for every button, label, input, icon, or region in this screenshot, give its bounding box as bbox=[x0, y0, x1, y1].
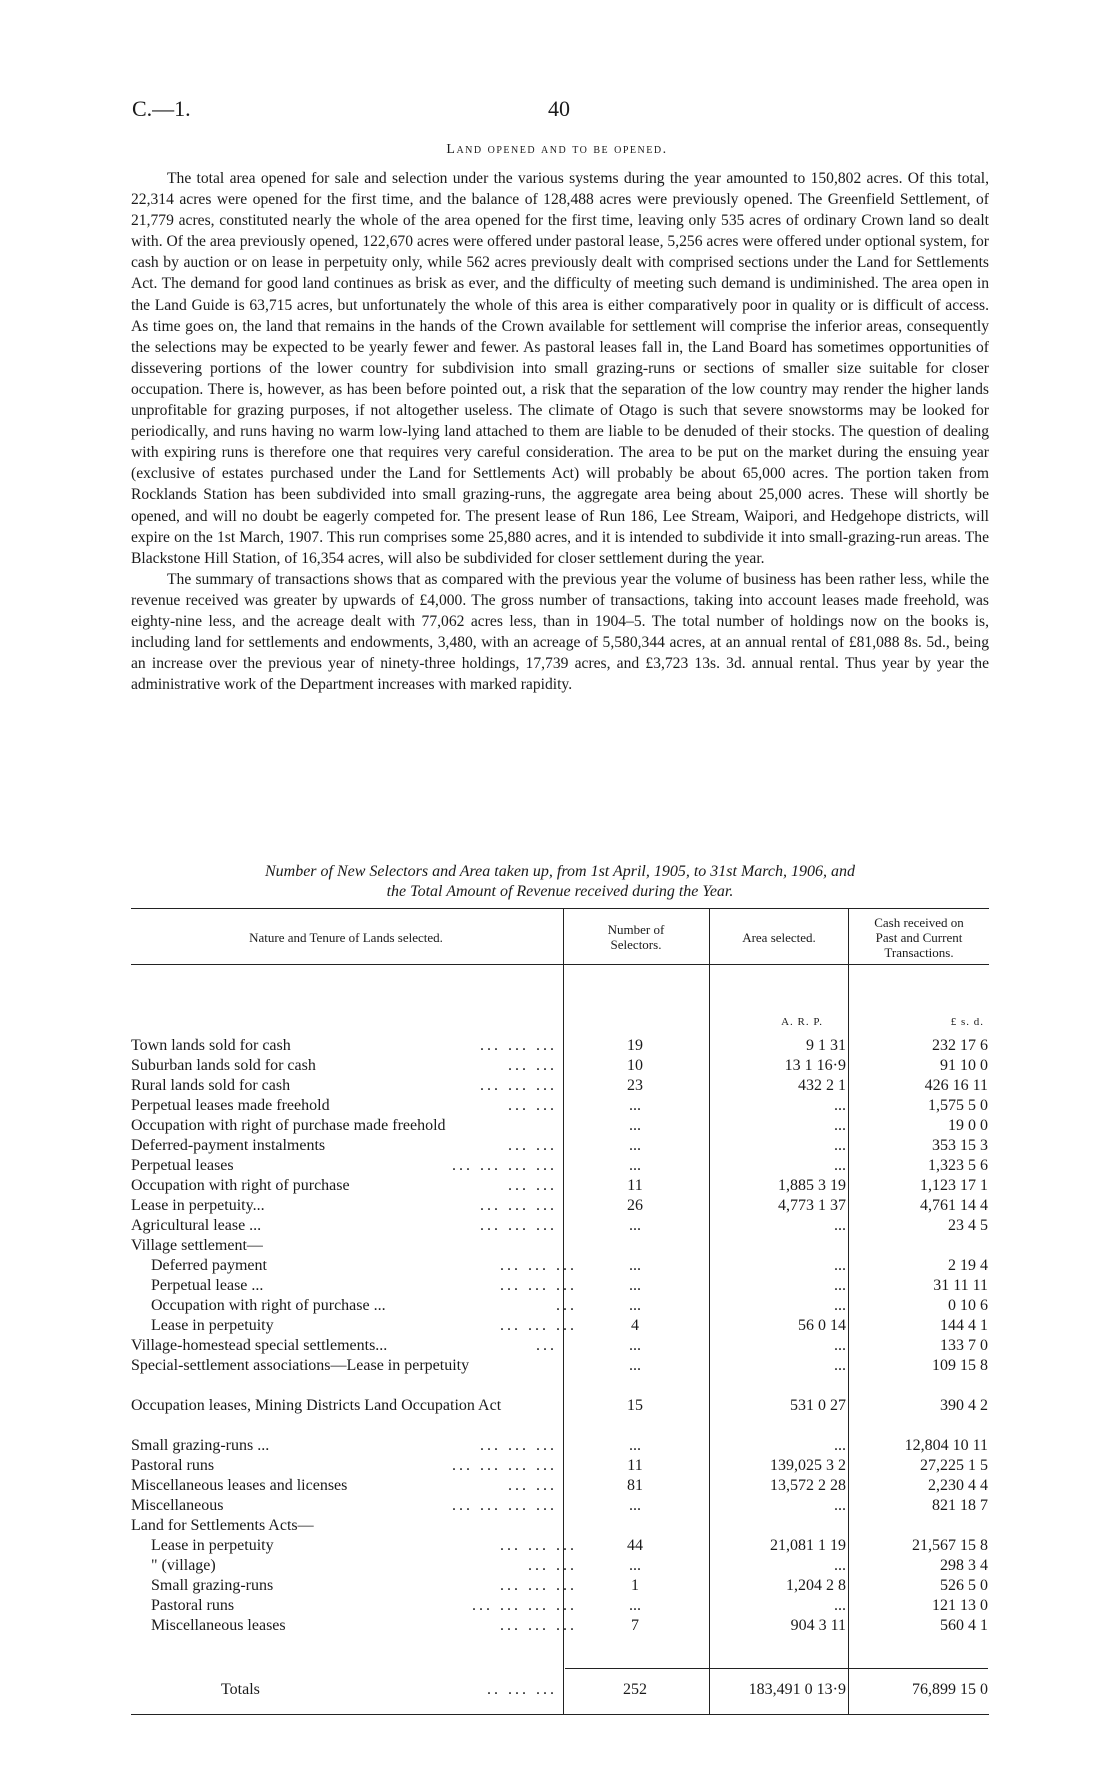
row-label: Perpetual leases bbox=[131, 1157, 234, 1174]
row-area: 21,081 1 19 bbox=[770, 1537, 846, 1554]
header-cash-line: Past and Current bbox=[875, 930, 963, 945]
row-nature bbox=[131, 1476, 561, 1496]
leader-dots: ... ... ... ... bbox=[452, 1497, 557, 1514]
leader-dots: .. ... ... bbox=[487, 1681, 557, 1698]
row-nature bbox=[131, 1516, 561, 1536]
row-cash: 91 10 0 bbox=[940, 1057, 988, 1074]
row-cash: 144 4 1 bbox=[940, 1317, 988, 1334]
row-cash: 390 4 2 bbox=[940, 1397, 988, 1414]
row-selectors: ... bbox=[629, 1357, 641, 1374]
leader-dots: ... ... ... ... bbox=[472, 1597, 577, 1614]
table-row bbox=[0, 1536, 1114, 1556]
selectors-table bbox=[0, 908, 1114, 1718]
table-row bbox=[0, 1316, 1114, 1336]
paragraph: The summary of transactions shows that as compared with the previous year the volume of business has been rather less, while the revenue received was greater by upwards of £4,000. The gross number of transactions, taking into account leases made freehold, was eighty-nine less, and the acreage dealt with 77,062 acres less, than in 1904–5. The total number of holdings now on the books is, including land for settlements and endowments, 3,480, with an acreage of 5,580,344 acres, at an annual rental of £81,088 8s. 5d., being an increase over the previous year of ninety-three holdings, 17,739 acres, and £3,723 13s. 3d. annual rental. Thus year by year the administrative work of the Department increases with marked rapidity. bbox=[131, 570, 989, 694]
table-row bbox=[0, 1256, 1114, 1276]
row-nature bbox=[151, 1576, 581, 1596]
table-row bbox=[0, 1056, 1114, 1076]
row-cash: 526 5 0 bbox=[940, 1577, 988, 1594]
table-row bbox=[0, 1216, 1114, 1236]
leader-dots: ... ... ... ... bbox=[452, 1157, 557, 1174]
row-label: " (village) bbox=[151, 1557, 216, 1574]
row-area: 1,204 2 8 bbox=[786, 1577, 846, 1594]
row-cash: 31 11 11 bbox=[933, 1277, 988, 1294]
row-label: Special-settlement associations—Lease in perpetuity bbox=[131, 1357, 470, 1374]
row-cash: 12,804 10 11 bbox=[904, 1437, 988, 1454]
row-selectors: ... bbox=[629, 1117, 641, 1134]
header-area: Area selected. bbox=[742, 930, 816, 945]
row-label: Agricultural lease ... bbox=[131, 1217, 262, 1234]
row-label: Village-homestead special settlements... bbox=[131, 1337, 388, 1354]
row-nature bbox=[151, 1536, 581, 1556]
row-cash: 133 7 0 bbox=[940, 1337, 988, 1354]
row-selectors: ... bbox=[629, 1597, 641, 1614]
row-nature bbox=[151, 1256, 581, 1276]
row-cash: 1,123 17 1 bbox=[920, 1177, 988, 1194]
table-row bbox=[0, 1036, 1114, 1056]
row-cash: 109 15 8 bbox=[932, 1357, 988, 1374]
table-row bbox=[0, 1436, 1114, 1456]
row-selectors: 23 bbox=[627, 1077, 643, 1094]
row-selectors: ... bbox=[629, 1257, 641, 1274]
table-row bbox=[0, 1596, 1114, 1616]
row-nature bbox=[131, 1056, 561, 1076]
header-cash-line: Cash received on bbox=[874, 915, 964, 930]
row-cash: 426 16 11 bbox=[924, 1077, 988, 1094]
area-units: A. R. P. bbox=[781, 1016, 823, 1028]
table-top-rule bbox=[131, 908, 989, 909]
table-row bbox=[0, 1176, 1114, 1196]
table-row bbox=[0, 1496, 1114, 1516]
table-row bbox=[0, 1576, 1114, 1596]
leader-dots: ... ... ... bbox=[480, 1197, 557, 1214]
row-area: ... bbox=[834, 1297, 846, 1314]
row-area: 13,572 2 28 bbox=[770, 1477, 846, 1494]
row-nature bbox=[131, 1136, 561, 1156]
row-selectors: ... bbox=[629, 1157, 641, 1174]
totals-label-cell bbox=[131, 1680, 561, 1700]
row-selectors: ... bbox=[629, 1217, 641, 1234]
leader-dots: ... ... bbox=[508, 1137, 557, 1154]
leader-dots: ... ... bbox=[508, 1477, 557, 1494]
table-row bbox=[0, 1276, 1114, 1296]
row-selectors: 44 bbox=[627, 1537, 643, 1554]
row-nature bbox=[151, 1296, 581, 1316]
row-nature bbox=[131, 1436, 561, 1456]
row-nature bbox=[131, 1336, 561, 1356]
row-cash: 560 4 1 bbox=[940, 1617, 988, 1634]
row-label: Rural lands sold for cash bbox=[131, 1077, 291, 1094]
row-cash: 1,575 5 0 bbox=[928, 1097, 988, 1114]
row-selectors: ... bbox=[629, 1097, 641, 1114]
row-selectors: 11 bbox=[627, 1177, 643, 1194]
row-label: Miscellaneous leases bbox=[151, 1617, 286, 1634]
row-selectors: 19 bbox=[627, 1037, 643, 1054]
table-row bbox=[0, 1336, 1114, 1356]
row-cash: 232 17 6 bbox=[932, 1037, 988, 1054]
row-nature bbox=[151, 1596, 581, 1616]
row-nature bbox=[151, 1616, 581, 1636]
row-selectors: ... bbox=[629, 1337, 641, 1354]
row-nature bbox=[131, 1236, 561, 1256]
row-cash: 121 13 0 bbox=[932, 1597, 988, 1614]
row-selectors: 7 bbox=[631, 1617, 639, 1634]
row-nature bbox=[151, 1276, 581, 1296]
row-nature bbox=[131, 1076, 561, 1096]
row-cash: 23 4 5 bbox=[948, 1217, 988, 1234]
row-cash: 1,323 5 6 bbox=[928, 1157, 988, 1174]
row-label: Village settlement— bbox=[131, 1237, 263, 1254]
document-reference: C.—1. bbox=[132, 96, 191, 121]
leader-dots: ... ... bbox=[508, 1177, 557, 1194]
row-area: 9 1 31 bbox=[806, 1037, 846, 1054]
row-area: ... bbox=[834, 1357, 846, 1374]
row-selectors: ... bbox=[629, 1437, 641, 1454]
row-cash: 821 18 7 bbox=[932, 1497, 988, 1514]
leader-dots: ... ... ... bbox=[500, 1577, 577, 1594]
paragraph: The total area opened for sale and selection under the various systems during the year amounted to 150,802 acres. Of this total, 22,314 acres were opened for the first time, and the balance of 128,488 acres were previously opened. The Greenfield Settlement, of 21,779 acres, constituted nearly the whole of the area opened for the first time, leaving only 535 acres of ordinary Crown land so dealt with. Of the area previously opened, 122,670 acres were offered under pastoral lease, 5,256 acres were offered under optional system, for cash by auction or on lease in perpetuity only, while 562 acres previously dealt with comprised sections under the Land for Settlements Act. The demand for good land continues as brisk as ever, and the difficulty of meeting such demand is undiminished. The area open in the Land Guide is 63,715 acres, but unfortunately the whole of this area is either comparatively poor in quality or is difficult of access. As time goes on, the land that remains in the hands of the Crown available for settlement will comprise the inferior areas, consequently the selections may be expected to be yearly fewer and fewer. As pastoral leases fall in, the Land Board has sometimes opportunities of dissevering portions of the lower country for subdivision into small grazing-runs or sections of smaller size suitable for closer occupation. There is, however, as has been before pointed out, a risk that the separation of the low country may render the higher lands unprofitable for grazing purposes, if not altogether useless. The climate of Otago is such that severe snowstorms may be looked for periodically, and runs having no warm low-lying land attached to them are liable to be denuded of their stocks. The question of dealing with expiring runs is therefore one that requires very careful consideration. The area to be put on the market during the ensuing year (exclusive of estates purchased under the Land for Settlements Act) will probably be about 65,000 acres. The portion taken from Rocklands Station has been subdivided into small grazing-runs, the aggregate area being about 25,000 acres. These will shortly be opened, and will no doubt be eagerly competed for. The present lease of Run 186, Lee Stream, Waipori, and Hedgehope districts, will expire on the 1st March, 1907. This run comprises some 25,880 acres, and it is intended to subdivide it into small-grazing-run areas. The Blackstone Hill Station, of 16,354 acres, will also be subdivided for closer settlement during the year. bbox=[131, 170, 989, 567]
leader-dots: ... ... ... bbox=[500, 1277, 577, 1294]
row-area: 432 2 1 bbox=[798, 1077, 846, 1094]
row-area: 531 0 27 bbox=[790, 1397, 846, 1414]
row-area: ... bbox=[834, 1137, 846, 1154]
table-row bbox=[0, 1516, 1114, 1536]
row-label: Small grazing-runs bbox=[151, 1577, 274, 1594]
leader-dots: ... ... ... bbox=[500, 1317, 577, 1334]
row-selectors: 81 bbox=[627, 1477, 643, 1494]
row-selectors: ... bbox=[629, 1277, 641, 1294]
table-row bbox=[0, 1076, 1114, 1096]
table-header-rule bbox=[131, 964, 989, 965]
row-label: Miscellaneous bbox=[131, 1497, 224, 1514]
leader-dots: ... ... ... bbox=[480, 1217, 557, 1234]
row-cash: 353 15 3 bbox=[932, 1137, 988, 1154]
table-row bbox=[0, 1456, 1114, 1476]
row-cash: 2 19 4 bbox=[948, 1257, 988, 1274]
row-area: 13 1 16·9 bbox=[784, 1057, 846, 1074]
table-row bbox=[0, 1236, 1114, 1256]
row-area: 56 0 14 bbox=[798, 1317, 846, 1334]
row-area: ... bbox=[834, 1597, 846, 1614]
row-nature bbox=[131, 1116, 561, 1136]
leader-dots: ... ... ... bbox=[500, 1537, 577, 1554]
row-label: Suburban lands sold for cash bbox=[131, 1057, 316, 1074]
row-nature bbox=[131, 1396, 557, 1416]
row-area: ... bbox=[834, 1257, 846, 1274]
page-number: 40 bbox=[548, 96, 570, 121]
leader-dots: ... ... ... bbox=[480, 1077, 557, 1094]
row-label: Small grazing-runs ... bbox=[131, 1437, 270, 1454]
row-cash: 0 10 6 bbox=[948, 1297, 988, 1314]
totals-row bbox=[0, 1680, 1114, 1700]
row-nature bbox=[131, 1356, 557, 1376]
table-row bbox=[0, 1136, 1114, 1156]
row-nature bbox=[131, 1156, 561, 1176]
row-label: Town lands sold for cash bbox=[131, 1037, 291, 1054]
row-nature bbox=[131, 1196, 561, 1216]
row-nature bbox=[131, 1096, 561, 1116]
leader-dots: ... ... ... bbox=[500, 1257, 577, 1274]
row-nature bbox=[131, 1496, 561, 1516]
row-selectors: ... bbox=[629, 1297, 641, 1314]
table-row bbox=[0, 1116, 1114, 1136]
row-label: Pastoral runs bbox=[131, 1457, 215, 1474]
row-label: Deferred-payment instalments bbox=[131, 1137, 326, 1154]
row-nature bbox=[131, 1456, 561, 1476]
totals-area: 183,491 0 13·9 bbox=[748, 1681, 846, 1698]
table-row bbox=[0, 1616, 1114, 1636]
row-cash: 298 3 4 bbox=[940, 1557, 988, 1574]
table-row bbox=[0, 1556, 1114, 1576]
row-area: ... bbox=[834, 1497, 846, 1514]
header-cash bbox=[850, 915, 988, 960]
header-cash-line: Transactions. bbox=[884, 945, 954, 960]
row-nature bbox=[131, 1176, 561, 1196]
row-label: Pastoral runs bbox=[151, 1597, 235, 1614]
row-selectors: 10 bbox=[627, 1057, 643, 1074]
row-area: ... bbox=[834, 1437, 846, 1454]
row-cash: 2,230 4 4 bbox=[928, 1477, 988, 1494]
row-nature bbox=[151, 1556, 581, 1576]
row-selectors: 4 bbox=[631, 1317, 639, 1334]
row-label: Lease in perpetuity... bbox=[131, 1197, 265, 1214]
caption-line: the Total Amount of Revenue received during the Year. bbox=[386, 883, 734, 900]
leader-dots: ... bbox=[536, 1337, 557, 1354]
section-title: Land opened and to be opened. bbox=[446, 142, 668, 157]
caption-line: Number of New Selectors and Area taken up, from 1st April, 1905, to 31st March, 1906, and bbox=[264, 863, 856, 880]
totals-rule-top bbox=[565, 1668, 988, 1669]
table-caption bbox=[131, 862, 989, 902]
table-row bbox=[0, 1476, 1114, 1496]
leader-dots: ... ... ... ... bbox=[452, 1457, 557, 1474]
body-text bbox=[131, 168, 989, 695]
header-nature: Nature and Tenure of Lands selected. bbox=[249, 930, 443, 945]
row-selectors: 15 bbox=[627, 1397, 643, 1414]
row-area: 904 3 11 bbox=[790, 1617, 846, 1634]
totals-cash: 76,899 15 0 bbox=[912, 1681, 988, 1698]
row-cash: 19 0 0 bbox=[948, 1117, 988, 1134]
row-selectors: ... bbox=[629, 1497, 641, 1514]
row-selectors: ... bbox=[629, 1137, 641, 1154]
row-label: Perpetual leases made freehold bbox=[131, 1097, 330, 1114]
table-row bbox=[0, 1096, 1114, 1116]
row-area: 139,025 3 2 bbox=[770, 1457, 846, 1474]
leader-dots: ... bbox=[556, 1297, 577, 1314]
leader-dots: ... ... ... bbox=[480, 1037, 557, 1054]
row-label: Lease in perpetuity bbox=[151, 1537, 274, 1554]
row-label: Occupation with right of purchase made freehold bbox=[131, 1117, 446, 1134]
row-label: Lease in perpetuity bbox=[151, 1317, 274, 1334]
leader-dots: ... ... ... bbox=[500, 1617, 577, 1634]
header-selectors-line: Selectors. bbox=[610, 937, 662, 952]
row-nature bbox=[131, 1216, 561, 1236]
row-label: Land for Settlements Acts— bbox=[131, 1517, 314, 1534]
row-label: Miscellaneous leases and licenses bbox=[131, 1477, 348, 1494]
row-cash: 27,225 1 5 bbox=[920, 1457, 988, 1474]
table-row bbox=[0, 1356, 1114, 1376]
row-area: ... bbox=[834, 1277, 846, 1294]
row-nature bbox=[131, 1036, 561, 1056]
row-cash: 21,567 15 8 bbox=[912, 1537, 988, 1554]
totals-selectors: 252 bbox=[623, 1681, 647, 1698]
row-area: ... bbox=[834, 1117, 846, 1134]
row-selectors: ... bbox=[629, 1557, 641, 1574]
row-area: ... bbox=[834, 1337, 846, 1354]
row-selectors: 26 bbox=[627, 1197, 643, 1214]
leader-dots: ... ... bbox=[528, 1557, 577, 1574]
leader-dots: ... ... bbox=[508, 1097, 557, 1114]
row-area: ... bbox=[834, 1557, 846, 1574]
row-selectors: 11 bbox=[627, 1457, 643, 1474]
cash-units: £ s. d. bbox=[950, 1016, 984, 1028]
row-area: 1,885 3 19 bbox=[778, 1177, 846, 1194]
row-area: ... bbox=[834, 1097, 846, 1114]
row-label: Occupation with right of purchase bbox=[131, 1177, 350, 1194]
row-area: ... bbox=[834, 1217, 846, 1234]
row-selectors: 1 bbox=[631, 1577, 639, 1594]
leader-dots: ... ... ... bbox=[480, 1437, 557, 1454]
header-selectors bbox=[565, 922, 707, 952]
row-cash: 4,761 14 4 bbox=[920, 1197, 988, 1214]
row-label: Occupation with right of purchase ... bbox=[151, 1297, 386, 1314]
row-label: Perpetual lease ... bbox=[151, 1277, 264, 1294]
row-area: 4,773 1 37 bbox=[778, 1197, 846, 1214]
table-row bbox=[0, 1156, 1114, 1176]
table-row bbox=[0, 1196, 1114, 1216]
leader-dots: ... ... bbox=[508, 1057, 557, 1074]
row-area: ... bbox=[834, 1157, 846, 1174]
row-label: Occupation leases, Mining Districts Land Occupation Act bbox=[131, 1397, 502, 1414]
table-row bbox=[0, 1296, 1114, 1316]
row-label: Deferred payment bbox=[151, 1257, 267, 1274]
header-selectors-line: Number of bbox=[607, 922, 665, 937]
table-row bbox=[0, 1396, 1114, 1416]
totals-label: Totals bbox=[221, 1681, 260, 1698]
row-nature bbox=[151, 1316, 581, 1336]
totals-rule-bottom bbox=[131, 1714, 989, 1715]
